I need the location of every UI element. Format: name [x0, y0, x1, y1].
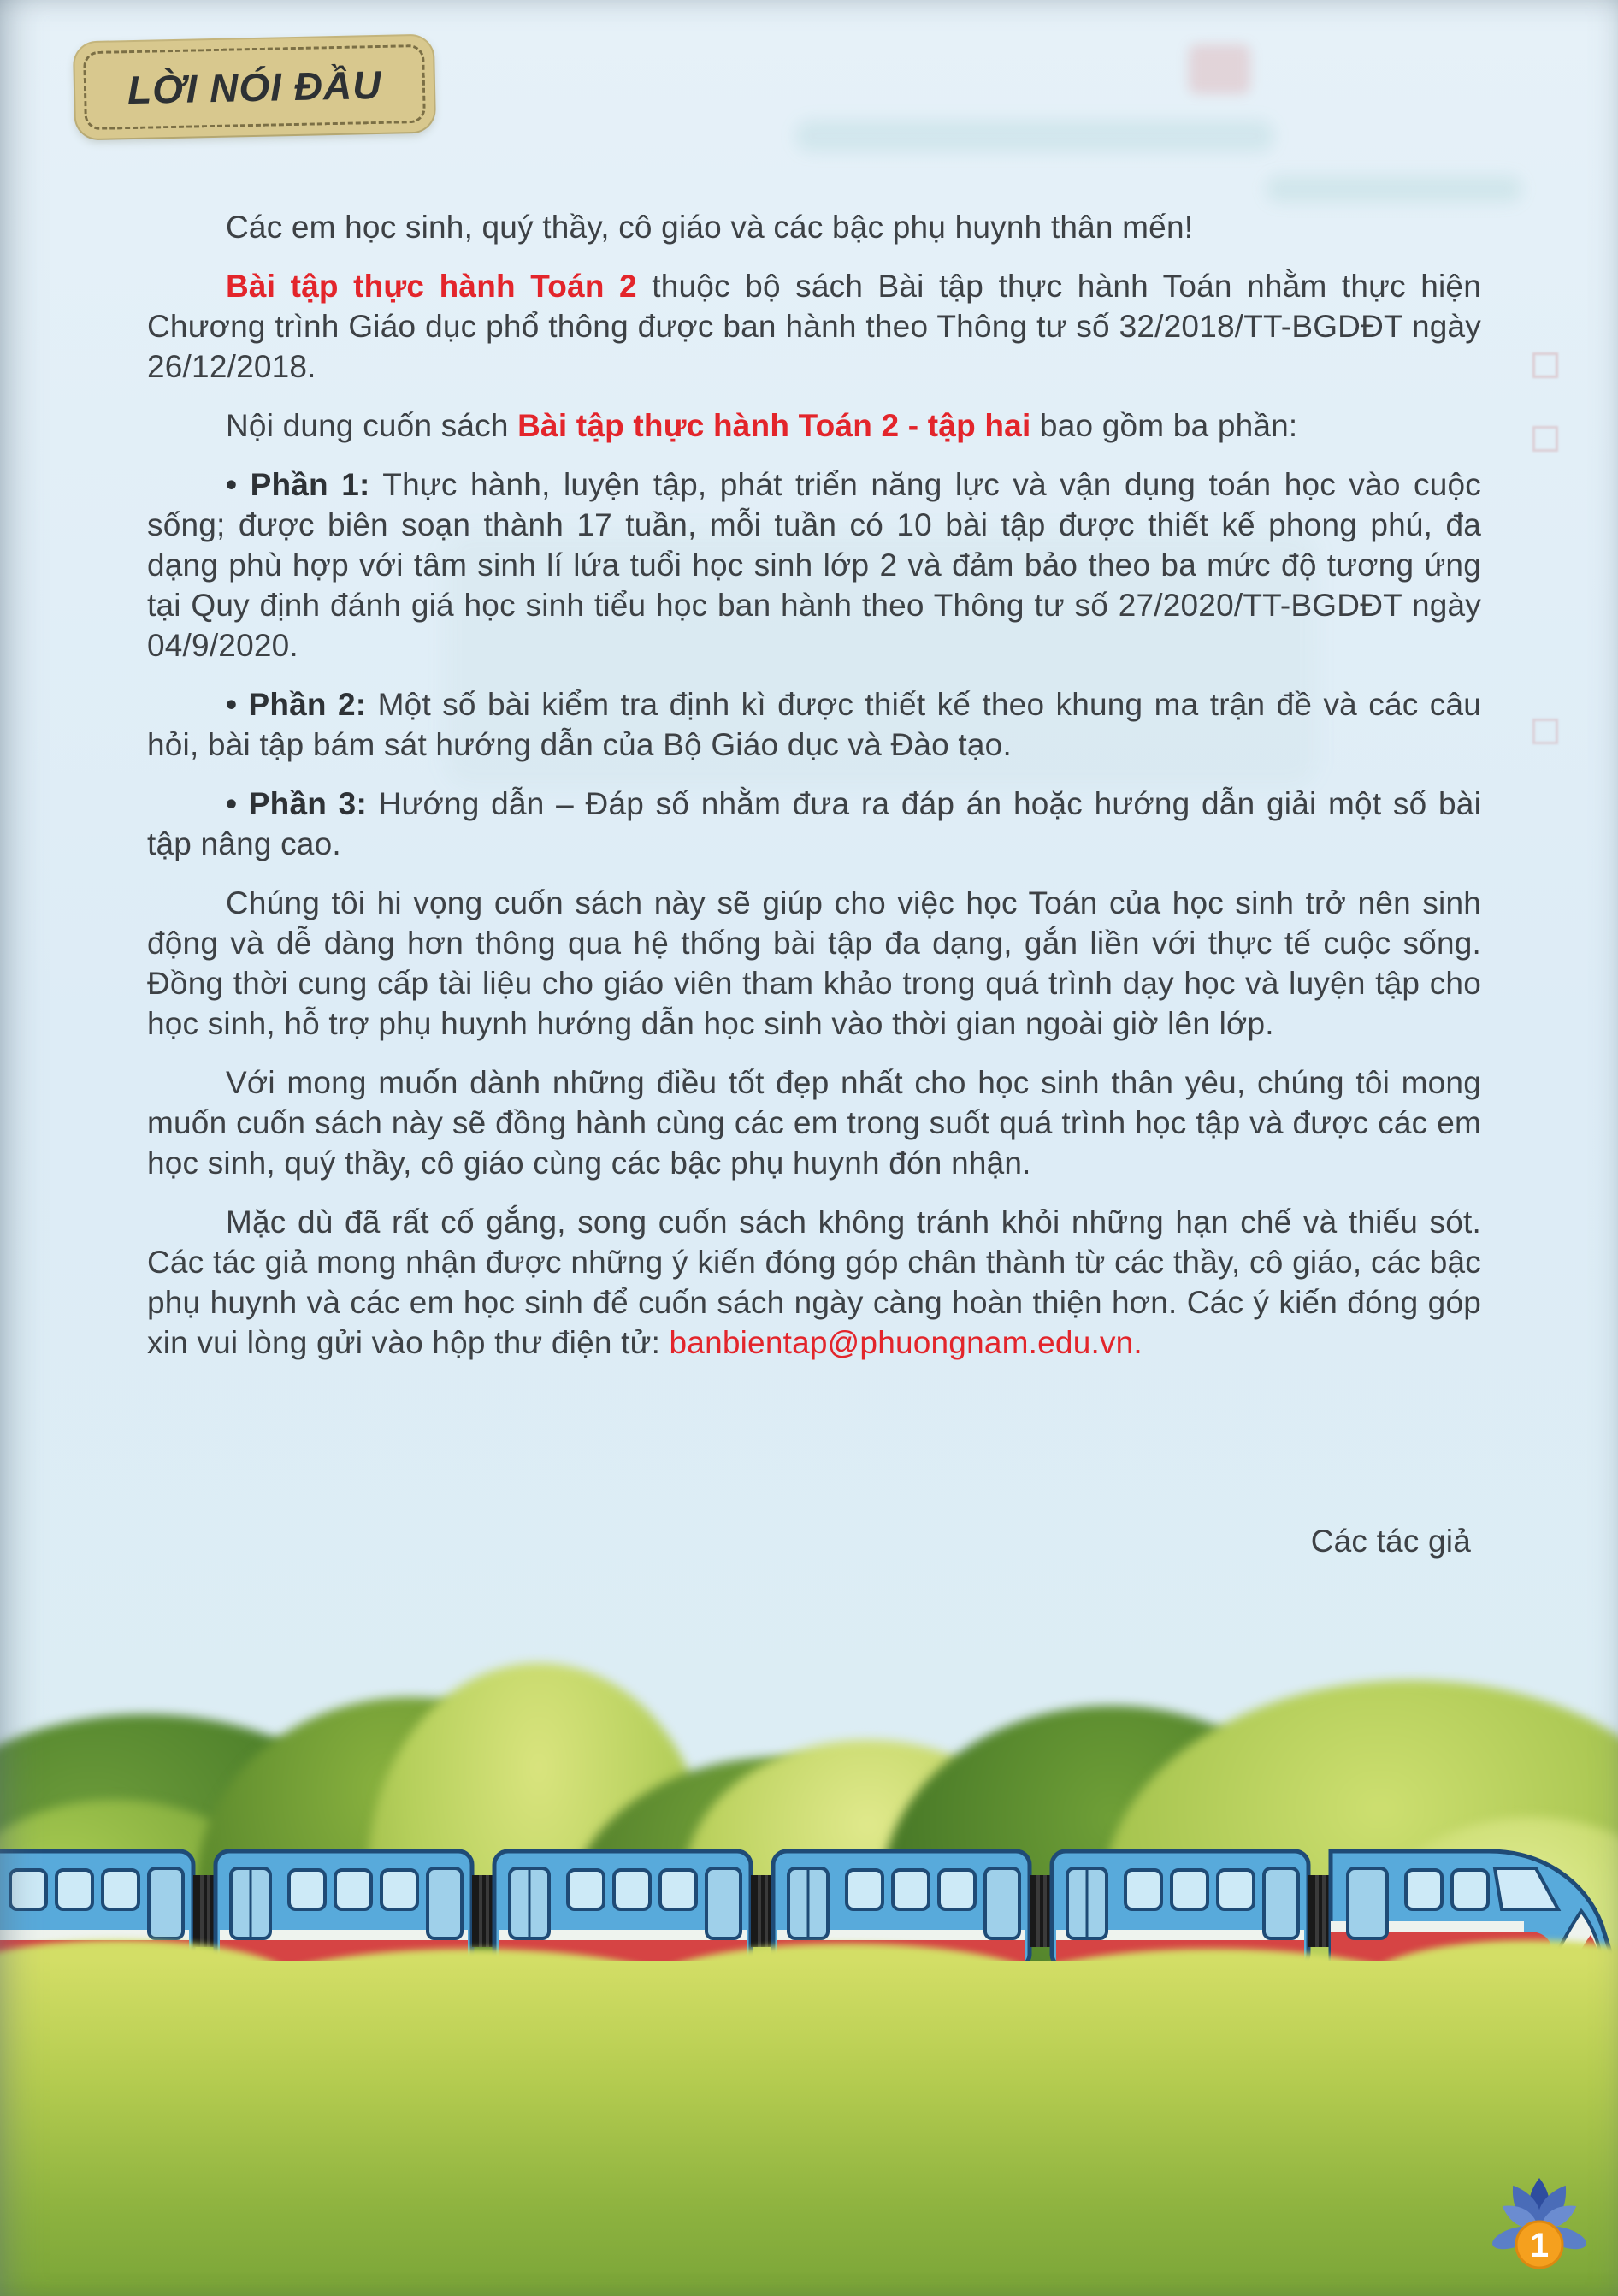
- scan-bleed-artifact: [1266, 175, 1522, 203]
- scan-bleed-artifact: [1532, 426, 1558, 452]
- grass-field: [0, 1961, 1618, 2296]
- hope-paragraph: [147, 883, 1481, 1044]
- bullet-dot: •: [226, 467, 238, 502]
- part-3-text: Hướng dẫn – Đáp số nhằm đưa ra đáp án hoặc hướng dẫn giải một số bài tập nâng cao.: [147, 786, 1482, 861]
- hope-text: Chúng tôi hi vọng cuốn sách này sẽ giúp cho việc học Toán của học sinh trở nên sinh động và dễ dàng hơn thông qua hệ thống bài tập đa dạng, gắn liền với thực tế cuộc sống. Đồng thời cung cấp tài liệu cho giáo viên tham khảo trong quá trình dạy học và luyện tập cho học sinh, hỗ trợ phụ huynh hướng dẫn học sinh vào thời gian ngoài giờ lên lớp.: [147, 885, 1481, 1041]
- bullet-dot: •: [226, 687, 238, 722]
- greeting-paragraph: [147, 207, 1481, 247]
- scan-bleed-artifact: [1532, 719, 1558, 744]
- dedication-paragraph: [147, 1062, 1481, 1183]
- part-2-item: [147, 684, 1481, 765]
- part-1-item: [147, 465, 1481, 666]
- feedback-text: Mặc dù đã rất cố gắng, song cuốn sách không tránh khỏi những hạn chế và thiếu sót. Các tác giả mong nhận được những ý kiến đóng góp chân thành từ các thầy, cô giáo, các bậc phụ huynh và các em học sinh để cuốn sách ngày càng hoàn thiện hơn. Các ý kiến đóng góp xin vui lòng gửi vào hộp thư điện tử:: [147, 1204, 1481, 1360]
- greeting-text: Các em học sinh, quý thầy, cô giáo và các bậc phụ huynh thân mến!: [226, 210, 1194, 245]
- title-badge-label: LỜI NÓI ĐẦU: [127, 62, 382, 113]
- signature-text: Các tác giả: [1310, 1524, 1471, 1559]
- part-2-label: Phần 2:: [248, 687, 367, 722]
- bottom-illustration: [0, 1577, 1618, 2296]
- intro-text: thuộc bộ sách Bài tập thực hành Toán nhằm thực hiện Chương trình Giáo dục phổ thông được ban hành theo Thông tư số 32/2018/TT-BGDĐT ngày 26/12/2018.: [147, 269, 1481, 384]
- scan-bleed-artifact: [1189, 44, 1250, 94]
- contents-suffix: bao gồm ba phần:: [1030, 408, 1298, 443]
- page-number: 1: [1529, 2227, 1550, 2264]
- contents-paragraph: [147, 405, 1481, 446]
- dedication-text: Với mong muốn dành những điều tốt đẹp nhất cho học sinh thân yêu, chúng tôi mong muốn cuốn sách này sẽ đồng hành cùng các em trong suốt quá trình học tập và được các em học sinh, quý thầy, cô giáo cùng các bậc phụ huynh đón nhận.: [147, 1065, 1481, 1181]
- scan-bleed-artifact: [1532, 352, 1558, 378]
- bullet-dot: •: [226, 786, 238, 821]
- scan-bleed-artifact: [795, 120, 1274, 152]
- feedback-paragraph: [147, 1202, 1481, 1363]
- title-badge-border: [83, 44, 426, 130]
- book-title-volume-highlight: Bài tập thực hành Toán 2 - tập hai: [517, 408, 1031, 443]
- part-1-label: Phần 1:: [250, 467, 370, 502]
- contents-prefix: Nội dung cuốn sách: [226, 408, 518, 443]
- preface-content: [147, 207, 1481, 1580]
- intro-paragraph: [147, 266, 1481, 387]
- email-address: banbientap@phuongnam.edu.vn.: [669, 1325, 1143, 1360]
- page-number-flower: [1483, 2173, 1596, 2275]
- part-3-label: Phần 3:: [248, 786, 367, 821]
- part-3-item: [147, 784, 1481, 864]
- part-1-text: Thực hành, luyện tập, phát triển năng lực và vận dụng toán học vào cuộc sống; được biên soạn thành 17 tuần, mỗi tuần có 10 bài tập được thiết kế phong phú, đa dạng phù hợp với tâm sinh lí lứa tuổi học sinh lớp 2 và đảm bảo theo ba mức độ tương ứng tại Quy định đánh giá học sinh tiểu học ban hành theo Thông tư số 27/2020/TT-BGDĐT ngày 04/9/2020.: [147, 467, 1482, 663]
- book-title-highlight: Bài tập thực hành Toán 2: [226, 269, 637, 304]
- part-2-text: Một số bài kiểm tra định kì được thiết kế theo khung ma trận đề và các câu hỏi, bài tập bám sát hướng dẫn của Bộ Giáo dục và Đào tạo.: [147, 687, 1482, 762]
- signature: [147, 1521, 1481, 1561]
- title-badge: [74, 36, 435, 139]
